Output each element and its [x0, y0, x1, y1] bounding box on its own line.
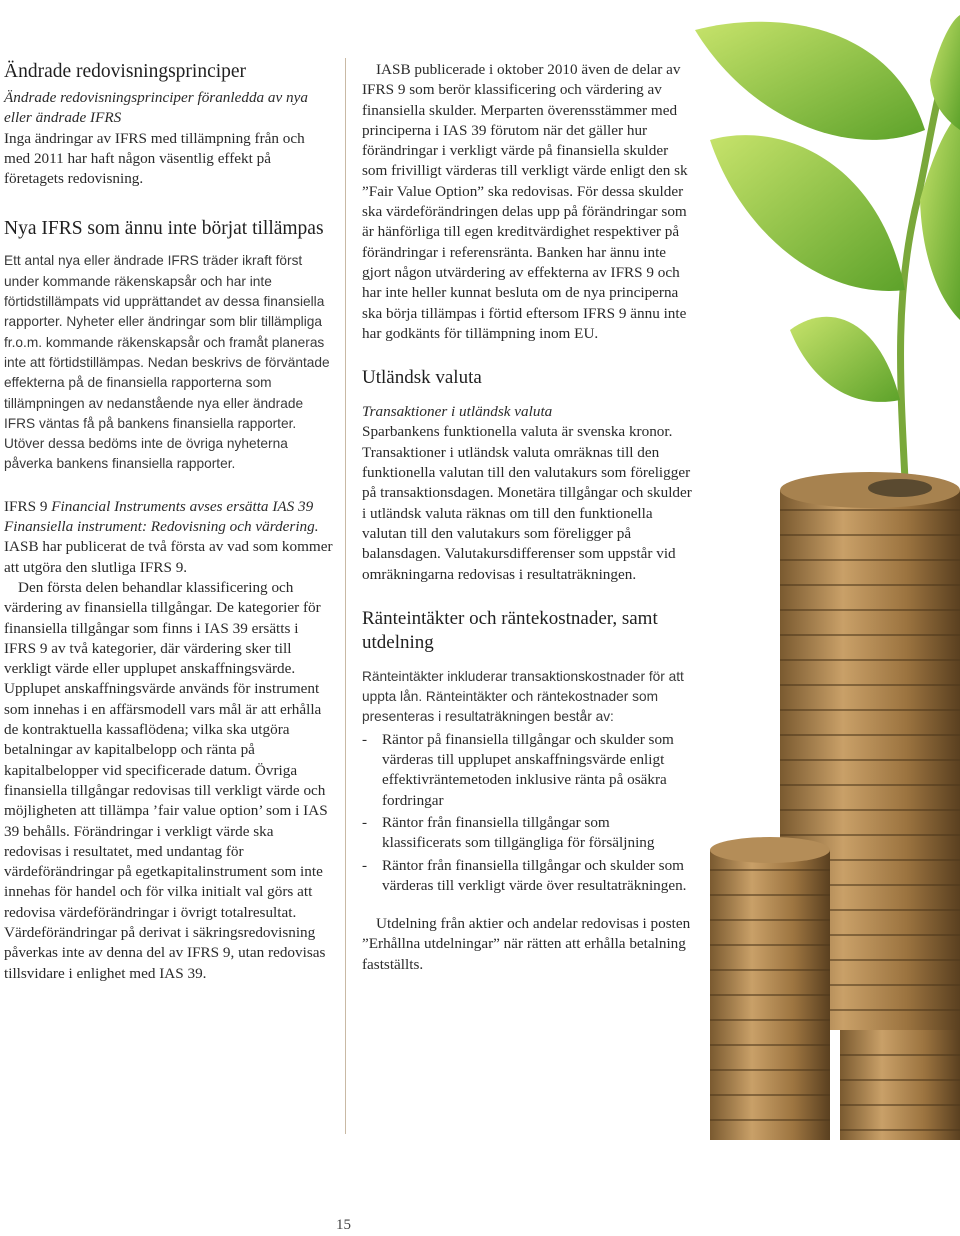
page-number: 15: [336, 1217, 351, 1233]
paragraph-foreign-currency: Sparbankens funktionella valuta är svenska kronor. Transaktioner i utländsk valuta omräknas till den funktionella valutan till den valutakurs som föreligger på transaktionsdagen. Monetära tillgångar och skulder i utländsk valuta räknas om till den funktionella valutan till den valutakurs som föreligger på balansdagen. Valutakursdifferenser som uppstår vid omräkningarna redovisas i resultaträkningen.: [362, 423, 692, 583]
list-dash: -: [362, 813, 368, 831]
leaf-shape: [790, 317, 900, 402]
paragraph-no-changes: Inga ändringar av IFRS med tillämpning från och med 2011 har haft någon väsentlig effekt på företagets redovisning.: [4, 129, 305, 188]
leaf-shape: [695, 22, 925, 140]
section-heading-accounting-principles: Ändrade redovisningsprinciper: [4, 61, 247, 82]
paragraph-new-ifrs: Ett antal nya eller ändrade IFRS träder ikraft först under kommande räkenskapsår och har inte förtidstillämpats vid upprättandet av dessa finansiella rapporter. Nyheter eller ändringar som blir tillämpliga fr.o.m. kommande räkenskapsår och framåt planeras inte att förtidstillämpas. Nedan beskrivs de förväntade effekterna på de finansiella rapporterna som tillämpningen av nedanstående nya eller ändrade IFRS väntas få på bankens finansiella rapporter. Utöver dessa bedöms inte de övriga nyheterna påverka bankens finansiella rapporter.: [4, 253, 330, 472]
interest-list: [362, 730, 692, 896]
list-item: - Räntor från finansiella tillgångar som klassificerats som tillgängliga för försäljning: [362, 813, 655, 852]
paragraph-ifrs9-intro: [4, 497, 334, 538]
section-heading-foreign-currency: Utländsk valuta: [362, 367, 482, 389]
middle-column: [362, 60, 692, 975]
paragraph-iasb-october: IASB publicerade i oktober 2010 även de delar av IFRS 9 som berör klassificering och värdering av finansiella skulder. Merparten överensstämmer med principerna i IAS 39 förutom när det gäller hur förändringar i verkligt värde på finansiella skulder som frivilligt värderas till verkligt värde enligt den sk ”Fair Value Option” ska redovisas. För dessa skulder ska värdeförändringen delas upp på förändringar som är hänförliga till egen kreditvärdighet respektiver på förändringar i referensränta. Banken har ännu inte gjort någon utvärdering av effekterna av IFRS 9 och har inte heller kunnat besluta om de nya principerna ska börja tillämpas i förtid eftersom IFRS 9 ännu inte har godkänts för tillämpning inom EU.: [362, 61, 688, 342]
list-dash: -: [362, 856, 368, 874]
section-heading-new-ifrs: Nya IFRS som ännu inte börjat tillämpas: [4, 218, 324, 240]
list-dash: -: [362, 730, 368, 748]
paragraph-dividends: Utdelning från aktier och andelar redovisas i posten ”Erhållna utdelningar” när rätten att erhålla betalning fastställts.: [362, 915, 691, 973]
list-item: - Räntor på finansiella tillgångar och skulder som värderas till upplupet anskaffningsvärde enligt effektivräntemetoden inklusive ränta på osäkra fordringar: [362, 730, 674, 809]
ifrs9-description: Financial Instruments avses ersätta IAS 39 Finansiella instrument: Redovisning och värdering.: [4, 497, 319, 536]
ifrs9-label: IFRS 9: [4, 497, 48, 515]
paragraph-first-part: Den första delen behandlar klassificering och värdering av finansiella tillgångar. De kategorier för finansiella tillgångar som finns i IAS 39 ersätts i IFRS 9 av två kategorier, där värdering sker till verkligt värde eller upplupet anskaffningsvärde. Upplupet anskaffningsvärde används för instrument som innehas i en affärsmodell vars mål är att erhålla de kontraktuella kassaflödena; vilka ska utgöra betalningar av kapitalbelopp och ränta på kapitalbelopper vid specificerade datum. Övriga finansiella tillgångar redovisas till verkligt värde och möjligheten att tillämpa ’fair value option’ som i IAS 39 behålls. Förändringar i verkligt värde ska redovisas i resultatet, med undantag för värdeförändringar på egetkapitalinstrument som inte innehas för handel och för vilka initialt val görs att redovisa värdeförändringar i övrigt totalresultat. Värdeförändringar på derivat i säkringsredovisning påverkas inte av denna del av IFRS 9, utan redovisas tillsvidare i enlighet med IAS 39.: [4, 578, 328, 982]
stem-shape: [901, 90, 940, 480]
leaf-shape: [710, 135, 905, 291]
list-item: - Räntor från finansiella tillgångar och skulder som värderas till verkligt värde över resultaträkningen.: [362, 856, 687, 894]
section-heading-interest: Ränteintäkter och räntekostnader, samt utdelning: [362, 607, 658, 653]
subheading-changed-principles: Ändrade redovisningsprinciper föranledda av nya eller ändrade IFRS: [4, 89, 308, 127]
coin-stack-short: [710, 837, 830, 1140]
subheading-foreign-transactions: Transaktioner i utländsk valuta: [362, 403, 553, 421]
paragraph-iasb-published: IASB har publicerat de två första av vad som kommer att utgöra den slutliga IFRS 9.: [4, 538, 333, 576]
column-divider: [345, 58, 346, 1134]
left-column: [4, 60, 334, 984]
coin-stack-base: [840, 1030, 960, 1140]
paragraph-interest-income: Ränteintäkter inkluderar transaktionskostnader för att uppta lån. Ränteintäkter och räntekostnader som presenteras i resultaträkningen består av:: [362, 668, 684, 725]
plant-on-coins-illustration: [690, 0, 960, 1236]
